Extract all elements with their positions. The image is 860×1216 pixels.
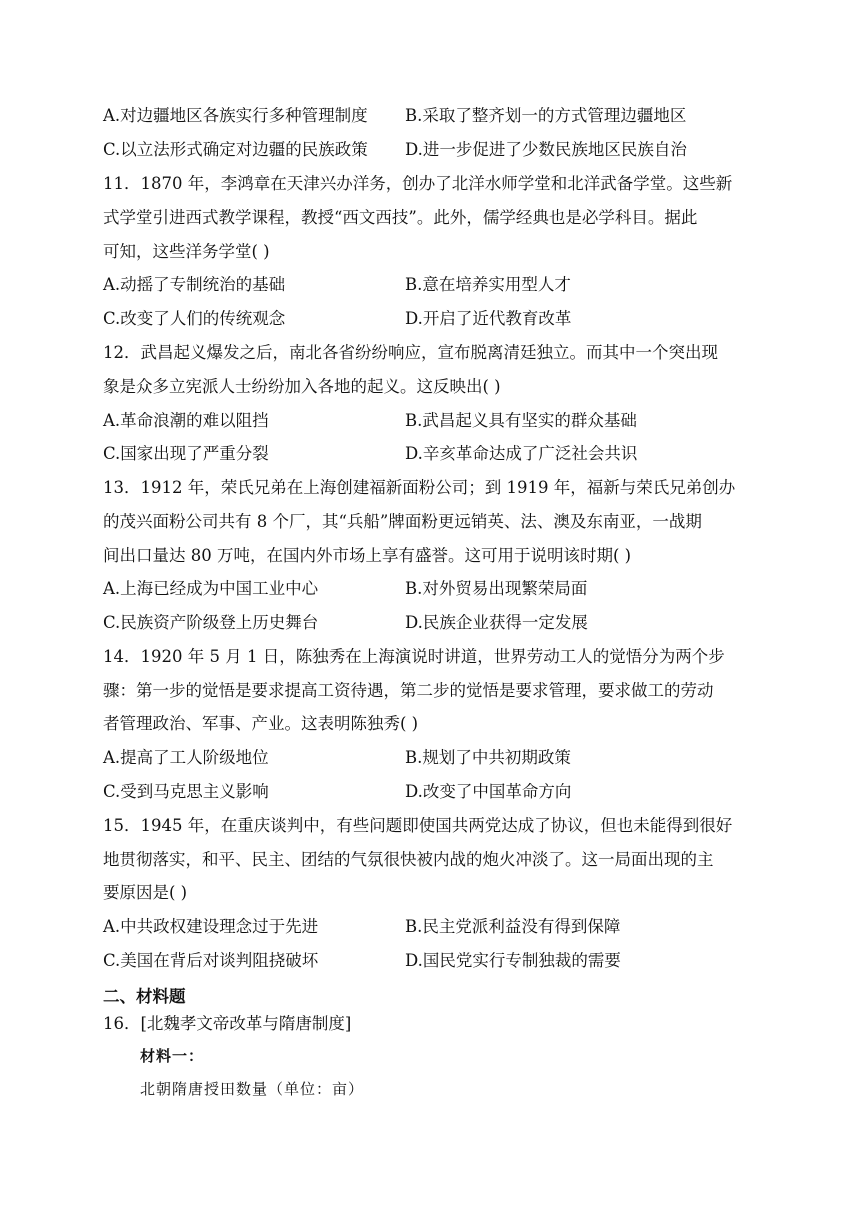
- q11-options-row-1: [103, 274, 763, 296]
- q13-option-b: B.对外贸易出现繁荣局面: [405, 579, 588, 598]
- q14-options-row-1: [103, 747, 763, 769]
- table-caption: 北朝隋唐授田数量（单位：亩）: [140, 1080, 365, 1098]
- q12-stem-line-1: 12．武昌起义爆发之后，南北各省纷纷响应，宣布脱离清廷独立。而其中一个突出现: [103, 343, 718, 362]
- q10-options-row-2: [103, 139, 763, 161]
- q12-stem-line-2: 象是众多立宪派人士纷纷加入各地的起义。这反映出( ): [103, 377, 501, 396]
- q14-stem-line-3: 者管理政治、军事、产业。这表明陈独秀( ): [103, 714, 419, 733]
- q10-option-d: D.进一步促进了少数民族地区民族自治: [405, 140, 687, 159]
- q13-option-c: C.民族资产阶级登上历史舞台: [103, 613, 319, 632]
- q12-option-b: B.武昌起义具有坚实的群众基础: [405, 411, 637, 430]
- q15-option-b: B.民主党派利益没有得到保障: [405, 917, 621, 936]
- q15-options-row-2: [103, 950, 763, 972]
- q13-stem-line-1: 13．1912 年，荣氏兄弟在上海创建福新面粉公司；到 1919 年，福新与荣氏兄弟创办: [103, 478, 736, 497]
- q14-option-a: A.提高了工人阶级地位: [103, 748, 269, 767]
- q12-options-row-1: [103, 410, 763, 432]
- q13-stem-line-2: 的茂兴面粉公司共有 8 个厂，其“兵船”牌面粉更远销英、法、澳及东南亚，一战期: [103, 512, 702, 531]
- q11-stem-line-1: 11．1870 年，李鸿章在天津兴办洋务，创办了北洋水师学堂和北洋武备学堂。这些新: [103, 174, 733, 193]
- section-title: 二、材料题: [103, 987, 186, 1006]
- q11-stem-line-2: 式学堂引进西式教学课程，教授“西文西技”。此外，儒学经典也是必学科目。据此: [103, 208, 698, 227]
- q11-option-c: C.改变了人们的传统观念: [103, 309, 286, 328]
- q14-options-row-2: [103, 781, 763, 803]
- q12-options-row-2: [103, 443, 763, 465]
- q14-stem-line-2: 骤：第一步的觉悟是要求提高工资待遇，第二步的觉悟是要求管理，要求做工的劳动: [103, 681, 714, 700]
- q16-stem: 16．[北魏孝文帝改革与隋唐制度]: [103, 1014, 352, 1033]
- q15-stem-line-1: 15．1945 年，在重庆谈判中，有些问题即使国共两党达成了协议，但也未能得到很好: [103, 816, 733, 835]
- q15-option-a: A.中共政权建设理念过于先进: [103, 917, 319, 936]
- q15-option-d: D.国民党实行专制独裁的需要: [405, 951, 621, 970]
- q12-option-c: C.国家出现了严重分裂: [103, 444, 269, 463]
- q12-option-d: D.辛亥革命达成了广泛社会共识: [405, 444, 638, 463]
- q14-option-d: D.改变了中国革命方向: [405, 782, 572, 801]
- q11-option-d: D.开启了近代教育改革: [405, 309, 572, 328]
- q13-options-row-2: [103, 612, 763, 634]
- q10-option-a: A.对边疆地区各族实行多种管理制度: [103, 106, 368, 125]
- q14-option-c: C.受到马克思主义影响: [103, 782, 269, 801]
- q13-stem-line-3: 间出口量达 80 万吨，在国内外市场上享有盛誉。这可用于说明该时期( ): [103, 546, 632, 565]
- q15-option-c: C.美国在背后对谈判阻挠破坏: [103, 951, 319, 970]
- q11-option-b: B.意在培养实用型人才: [405, 275, 571, 294]
- material-label: 材料一：: [140, 1047, 205, 1065]
- q10-options-row-1: [103, 105, 763, 127]
- q15-stem-line-2: 地贯彻落实，和平、民主、团结的气氛很快被内战的炮火冲淡了。这一局面出现的主: [103, 850, 714, 869]
- q13-option-d: D.民族企业获得一定发展: [405, 613, 588, 632]
- q11-stem-line-3: 可知，这些洋务学堂( ): [103, 242, 270, 261]
- q11-options-row-2: [103, 308, 763, 330]
- q13-options-row-1: [103, 578, 763, 600]
- q14-option-b: B.规划了中共初期政策: [405, 748, 571, 767]
- q10-option-c: C.以立法形式确定对边疆的民族政策: [103, 140, 368, 159]
- q15-options-row-1: [103, 916, 763, 938]
- q11-option-a: A.动摇了专制统治的基础: [103, 275, 286, 294]
- q15-stem-line-3: 要原因是( ): [103, 883, 188, 902]
- q13-option-a: A.上海已经成为中国工业中心: [103, 579, 319, 598]
- q12-option-a: A.革命浪潮的难以阻挡: [103, 411, 269, 430]
- q10-option-b: B.采取了整齐划一的方式管理边疆地区: [405, 106, 687, 125]
- q14-stem-line-1: 14．1920 年 5 月 1 日，陈独秀在上海演说时讲道，世界劳动工人的觉悟分为两个步: [103, 647, 725, 666]
